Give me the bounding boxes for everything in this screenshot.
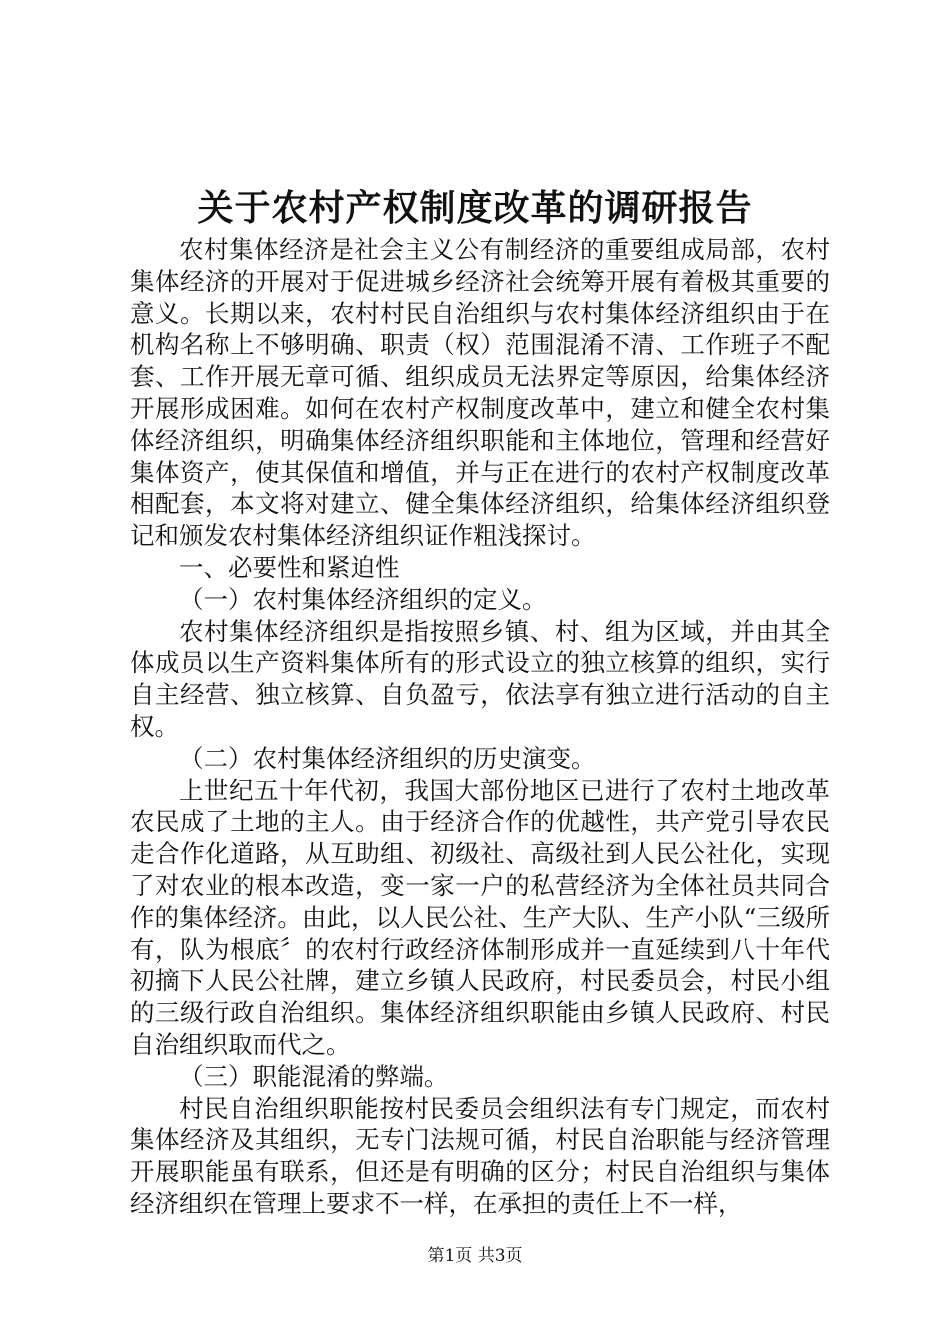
document-body [130, 234, 830, 1220]
paragraph-drawbacks: 村民自治组织职能按村民委员会组织法有专门规定，而农村集体经济及其组织，无专门法规可循，村民自治职能与经济管理开展职能虽有联系，但还是有明确的区分；村民自治组织与集体经济组织在管理上要求不一样，在承担的责任上不一样， [130, 1093, 830, 1218]
paragraph-history: 上世纪五十年代初，我国大部份地区已进行了农村土地改革农民成了土地的主人。由于经济合作的优越性，共产党引导农民走合作化道路，从互助组、初级社、高级社到人民公社化，实现了对农业的根本改造，变一家一户的私营经济为全体社员共同合作的集体经济。由此，以人民公社、生产大队、生产小队“三级所有，队为根底〞的农村行政经济体制形成并一直延续到八十年代初摘下人民公社牌，建立乡镇人民政府，村民委员会，村民小组的三级行政自治组织。集体经济组织职能由乡镇人民政府、村民自治组织取而代之。 [130, 775, 830, 1059]
subsection-heading-3: （三）职能混淆的弊端。 [179, 1061, 449, 1091]
page-title: 关于农村产权制度改革的调研报告 [197, 187, 753, 229]
subsection-heading-1: （一）农村集体经济组织的定义。 [179, 584, 547, 614]
section-heading-1: 一、必要性和紧迫性 [179, 552, 400, 582]
subsection-heading-2: （二）农村集体经济组织的历史演变。 [179, 743, 596, 773]
paragraph-intro: 农村集体经济是社会主义公有制经济的重要组成局部，农村集体经济的开展对于促进城乡经济社会统筹开展有着极其重要的意义。长期以来，农村村民自治组织与农村集体经济组织由于在机构名称上不够明确、职责（权）范围混淆不清、工作班子不配套、工作开展无章可循、组织成员无法界定等原因，给集体经济开展形成困难。如何在农村产权制度改革中，建立和健全农村集体经济组织，明确集体经济组织职能和主体地位，管理和经营好集体资产，使其保值和增值，并与正在进行的农村产权制度改革相配套，本文将对建立、健全集体经济组织，给集体经济组织登记和颁发农村集体经济组织证作粗浅探讨。 [130, 235, 830, 551]
paragraph-definition: 农村集体经济组织是指按照乡镇、村、组为区域，并由其全体成员以生产资料集体所有的形式设立的独立核算的组织，实行自主经营、独立核算、自负盈亏，依法享有独立进行活动的自主权。 [130, 616, 830, 741]
page-number-footer: 第1页 共3页 [427, 1246, 523, 1266]
